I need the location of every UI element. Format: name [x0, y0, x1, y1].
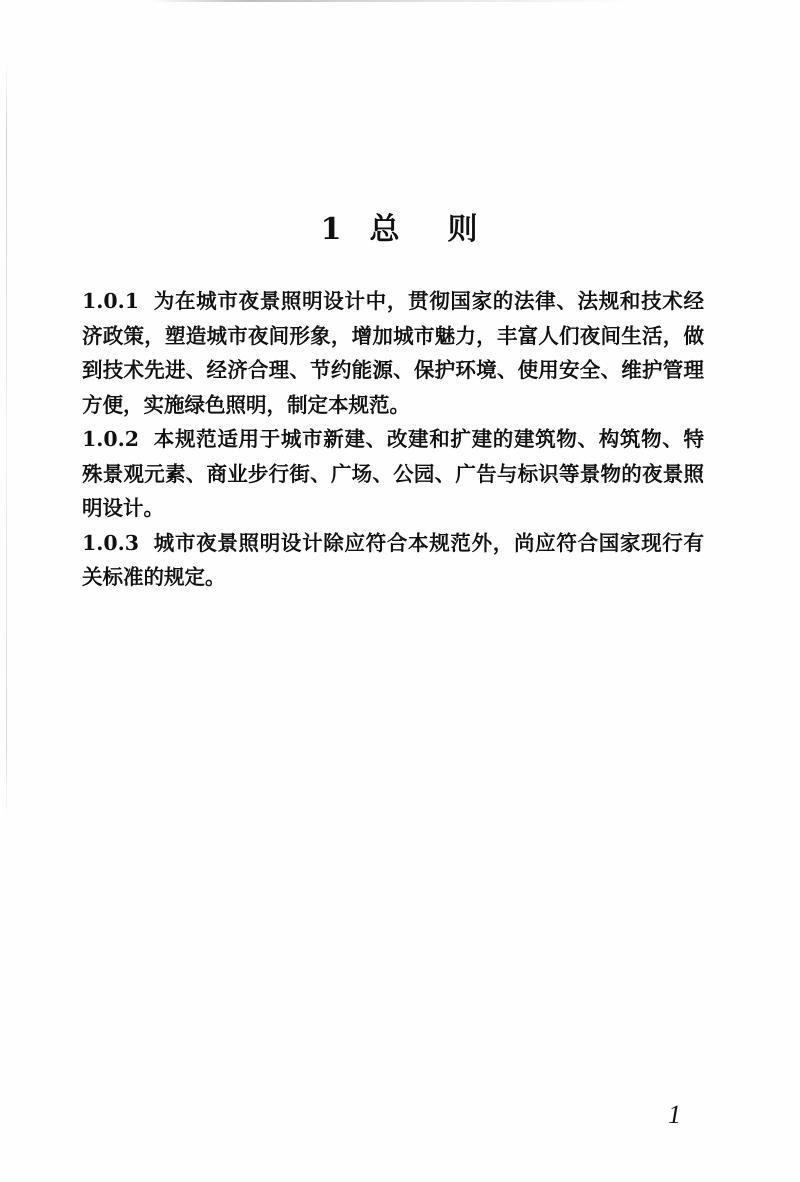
clause-1-0-2: [82, 422, 704, 526]
chapter-number: 1: [320, 212, 344, 247]
chapter-title: [0, 204, 800, 248]
page-number: 1: [668, 1100, 681, 1129]
clause-1-0-1: [82, 284, 704, 422]
clause-number: 1.0.3: [82, 530, 140, 555]
clause-number: 1.0.2: [82, 427, 140, 451]
chapter-title-part2: 则: [447, 212, 480, 247]
clauses-body: [82, 284, 704, 595]
chapter-title-part1: 总: [369, 212, 402, 247]
clause-number: 1.0.1: [82, 289, 140, 313]
clause-text: 本规范适用于城市新建、改建和扩建的建筑物、构筑物、特殊景观元素、商业步行街、广场、公园、广告与标识等景物的夜景照明设计。: [82, 427, 704, 520]
clause-text: 城市夜景照明设计除应符合本规范外，尚应符合国家现行有关标准的规定。: [82, 530, 704, 589]
scan-edge-left: [6, 60, 7, 820]
clause-text: 为在城市夜景照明设计中，贯彻国家的法律、法规和技术经济政策，塑造城市夜间形象，增加城市魅力，丰富人们夜间生活，做到技术先进、经济合理、节约能源、保护环境、使用安全、维护管理方便，实施绿色照明，制定本规范。: [82, 289, 704, 417]
clause-1-0-3: [82, 526, 704, 595]
scan-edge-top: [150, 0, 630, 2]
